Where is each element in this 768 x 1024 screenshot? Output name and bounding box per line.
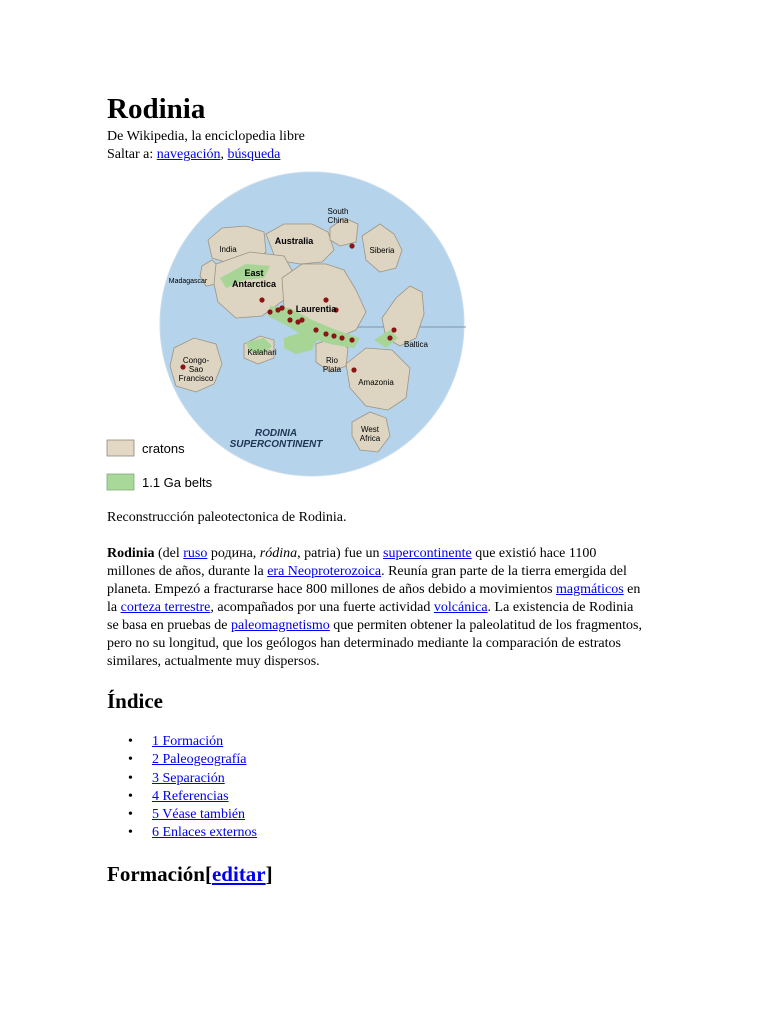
label-baltica: Baltica (403, 340, 429, 349)
link-paleomagnetismo[interactable]: paleomagnetismo (231, 618, 330, 633)
section-title: Formación (107, 862, 205, 886)
label-laurentia: Laurentia (295, 304, 337, 314)
legend-cratons-swatch (107, 440, 134, 456)
dot (180, 364, 185, 369)
label-rio-plata-1: Rio (325, 356, 339, 365)
label-australia: Australia (274, 236, 314, 246)
jump-prefix: Saltar a: (107, 147, 157, 162)
edit-section-link[interactable]: editar (211, 862, 266, 886)
intro-paragraph (107, 545, 647, 671)
intro-text: родина, (207, 546, 260, 561)
dot (387, 335, 392, 340)
map-title-2: SUPERCONTINENT (229, 439, 323, 450)
toc-link-enlaces-externos[interactable]: 6 Enlaces externos (152, 825, 257, 841)
toc-item (128, 788, 257, 806)
link-supercontinente[interactable]: supercontinente (383, 546, 472, 561)
page-title: Rodinia (107, 93, 206, 125)
dot (323, 331, 328, 336)
toc-item (128, 806, 257, 824)
dot (351, 367, 356, 372)
dot (349, 243, 354, 248)
label-siberia: Siberia (369, 246, 395, 255)
toc-item (128, 824, 257, 842)
table-of-contents (128, 733, 257, 843)
label-india: India (219, 245, 237, 254)
dot (279, 305, 284, 310)
label-madagascar: Madagascar (168, 278, 208, 285)
toc-item (128, 733, 257, 751)
tagline: De Wikipedia, la enciclopedia libre (107, 129, 305, 144)
intro-text: en la (107, 582, 641, 615)
intro-text: que existió hace 1100 millones de años, durante la (107, 546, 597, 579)
label-kalahari: Kalahari (247, 348, 277, 357)
label-west-africa-1: West (360, 425, 380, 434)
toc-link-paleogeografia[interactable]: 2 Paleogeografía (152, 752, 247, 768)
intro-text: (del (154, 546, 184, 561)
label-east-antarctica-2: Antarctica (231, 279, 277, 289)
toc-link-separacion[interactable]: 3 Separación (152, 770, 225, 786)
label-rio-plata-2: Plata (322, 365, 342, 374)
toc-item (128, 751, 257, 769)
label-east-antarctica-1: East (244, 268, 264, 278)
toc-item (128, 770, 257, 788)
intro-text: , patria) fue un (297, 546, 384, 561)
label-congo-1: Congo- (182, 356, 210, 365)
dot (391, 327, 396, 332)
link-era-neoproterozoica[interactable]: era Neoproterozoica (267, 564, 382, 579)
link-magmaticos[interactable]: magmáticos (556, 582, 624, 597)
figure-caption: Reconstrucción paleotectonica de Rodinia. (107, 510, 347, 525)
search-link[interactable]: búsqueda (227, 147, 281, 162)
label-south-china-2: China (327, 216, 349, 225)
label-west-africa-2: Africa (359, 434, 381, 443)
label-amazonia: Amazonia (358, 378, 394, 387)
label-congo-3: Francisco (178, 374, 214, 383)
legend-cratons-label: cratons (142, 441, 185, 456)
legend-belts-swatch (107, 474, 134, 490)
dot (349, 337, 354, 342)
dot (339, 335, 344, 340)
dot (267, 309, 272, 314)
dot (299, 317, 304, 322)
dot (323, 297, 328, 302)
link-corteza-terrestre[interactable]: corteza terrestre (120, 600, 211, 615)
navigation-link[interactable]: navegación (156, 147, 221, 162)
intro-text: . Reunía gran parte de la tierra emergida del planeta. Empezó a fracturarse hace 800 millones de años debido a movimientos (107, 564, 627, 597)
legend-belts-label: 1.1 Ga belts (142, 475, 213, 490)
link-volcanica[interactable]: volcánica (433, 600, 488, 615)
label-south-china-1: South (327, 207, 349, 216)
dot (313, 327, 318, 332)
intro-text: que permiten obtener la paleolatitud de los fragmentos, pero no su longitud, que los geólogos han determinado mediante la comparación de estratos similares, actualmente muy dispersos. (107, 618, 642, 669)
toc-link-referencias[interactable]: 4 Referencias (152, 788, 229, 804)
toc-link-formacion[interactable]: 1 Formación (152, 734, 224, 749)
dot (287, 317, 292, 322)
link-ruso[interactable]: ruso (183, 546, 208, 561)
rodinia-map-image[interactable] (104, 160, 470, 496)
edit-bracket-close: ] (265, 862, 273, 886)
dot (331, 333, 336, 338)
label-congo-2: Sao (188, 365, 204, 374)
dot (259, 297, 264, 302)
section-heading-formacion (107, 860, 273, 888)
intro-bold-title: Rodinia (107, 546, 155, 561)
toc-link-vease-tambien[interactable]: 5 Véase también (152, 807, 246, 823)
edit-bracket-open: [ (204, 862, 212, 886)
intro-text: , acompañados por una fuerte actividad (210, 600, 434, 615)
map-title-1: RODINIA (254, 428, 298, 439)
intro-italic: ródina (259, 546, 298, 561)
toc-heading: Índice (107, 689, 164, 713)
dot (287, 309, 292, 314)
intro-text: . La existencia de Rodinia se basa en pruebas de (107, 600, 634, 633)
site-subtitle (107, 128, 305, 164)
jump-separator: , (220, 147, 228, 162)
